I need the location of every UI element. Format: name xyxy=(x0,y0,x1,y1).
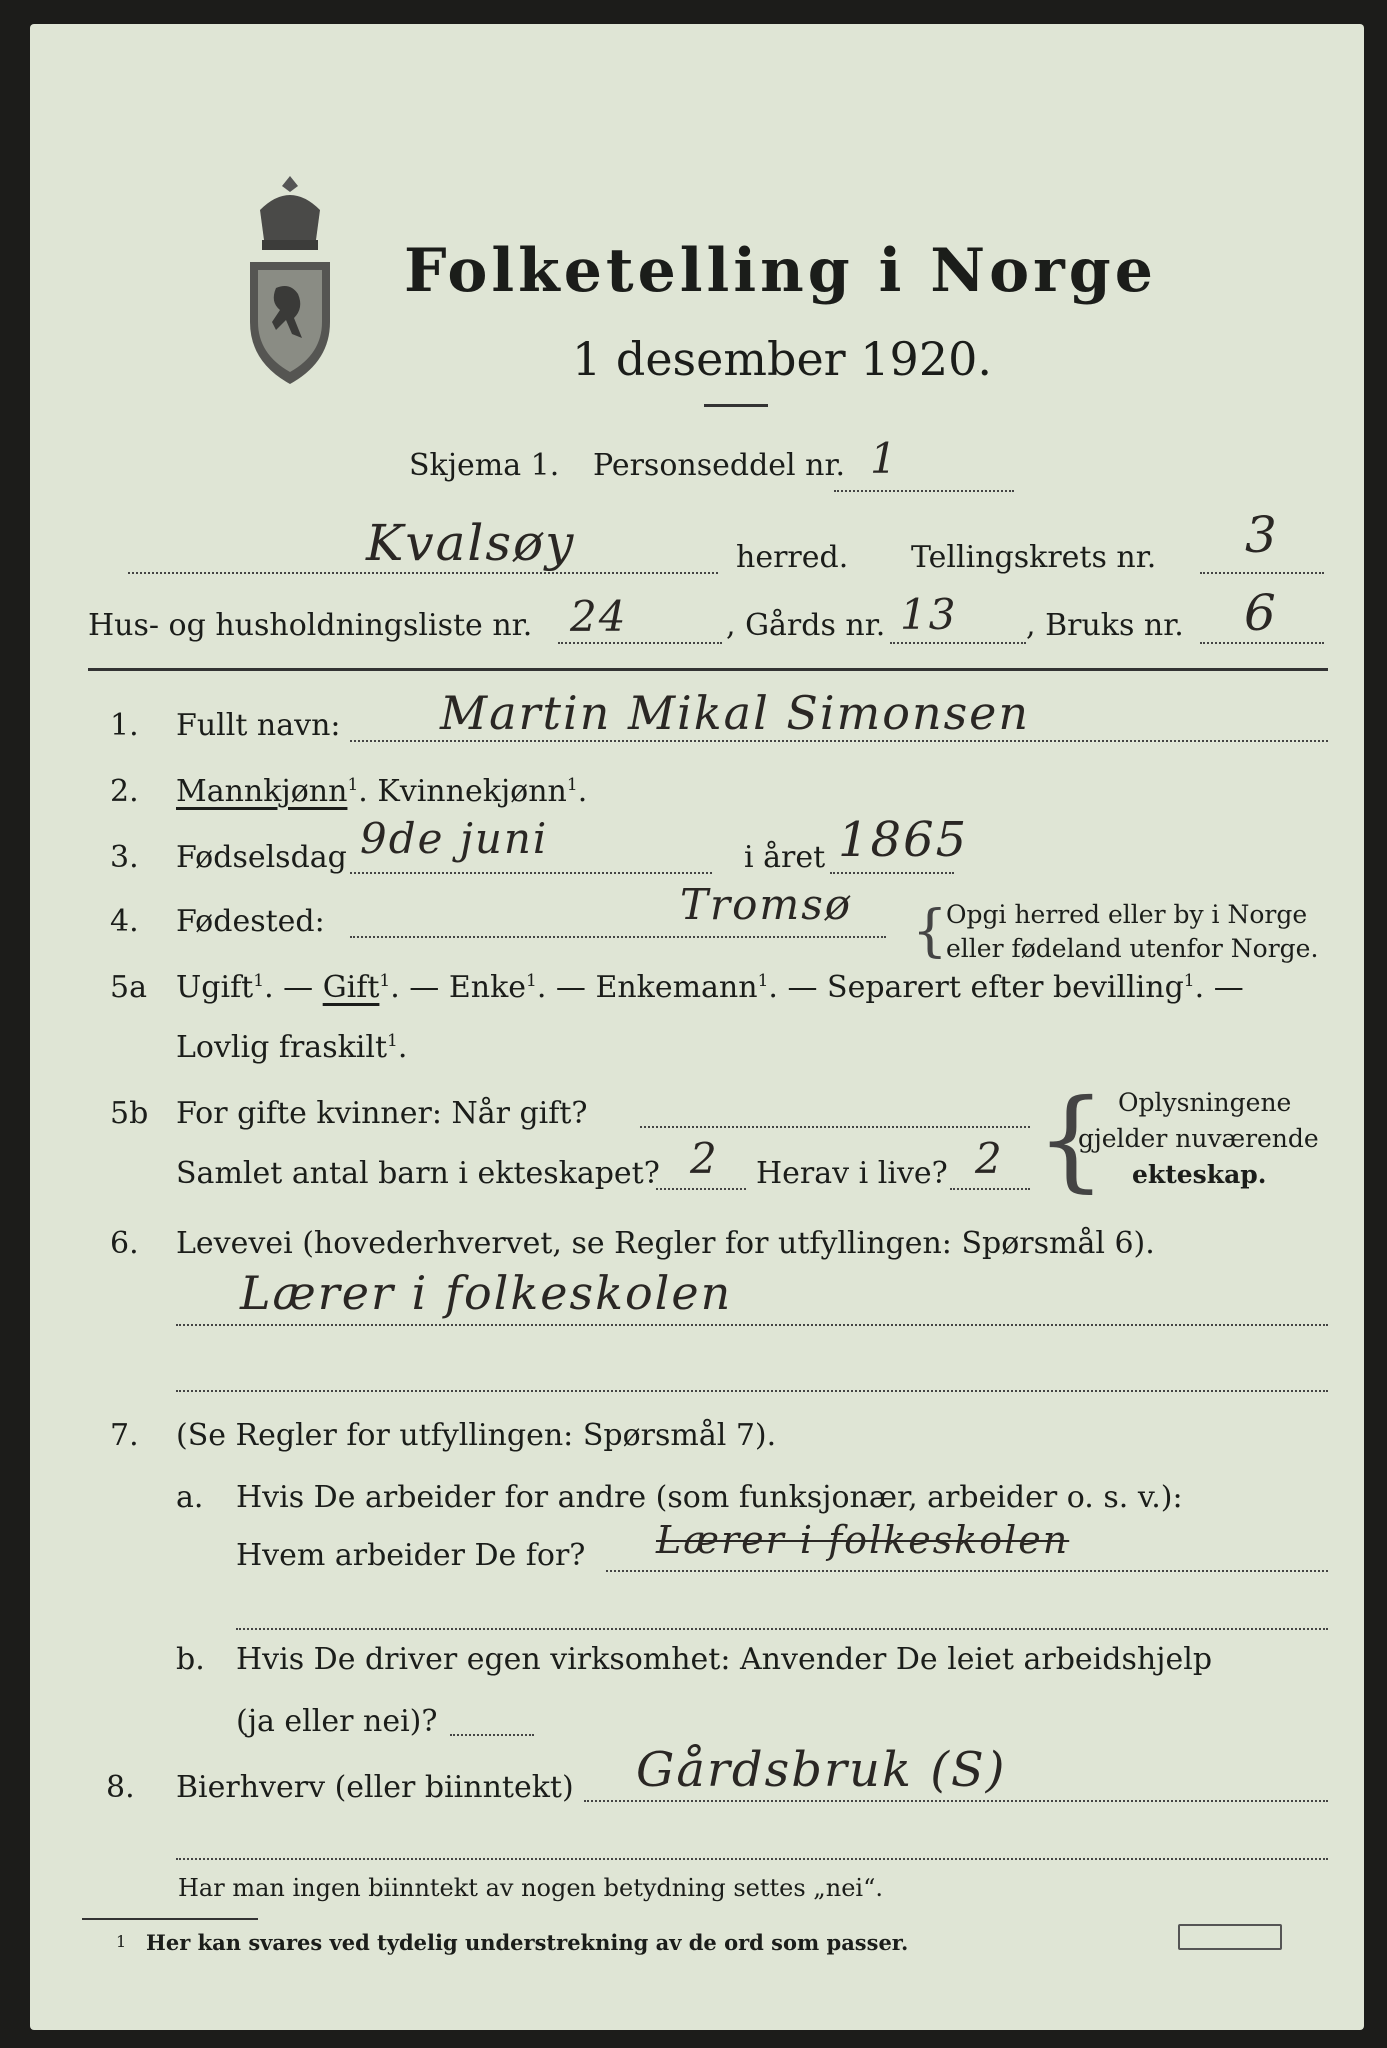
q7-number: 7. xyxy=(110,1418,139,1453)
q5b-live-label: Herav i live? xyxy=(756,1156,948,1191)
q8-line-2 xyxy=(176,1858,1328,1860)
q4-brace: { xyxy=(912,899,948,964)
q5a-options: Ugift$^1$. — Gift$^1$. — Enke$^1$. — Enkemann$^1$. — Separert efter bevilling$^1$. — xyxy=(176,970,1244,1005)
q2-option-kvinne[interactable]: Kvinnekjønn xyxy=(377,774,567,809)
q4-number: 4. xyxy=(110,904,139,939)
personseddel-value[interactable]: 1 xyxy=(870,434,899,483)
q5b-brace: { xyxy=(1036,1075,1106,1203)
q6-value[interactable]: Lærer i folkeskolen xyxy=(240,1266,733,1320)
q4-value[interactable]: Tromsø xyxy=(680,880,853,929)
q8-line-1 xyxy=(584,1800,1328,1802)
header-divider xyxy=(88,668,1328,671)
q4-note-1: Opgi herred eller by i Norge xyxy=(946,900,1308,929)
q8-label: Bierhverv (eller biinntekt) xyxy=(176,1770,574,1805)
q3-number: 3. xyxy=(110,840,139,875)
q7-label: (Se Regler for utfyllingen: Spørsmål 7). xyxy=(176,1418,777,1453)
q6-number: 6. xyxy=(110,1226,139,1261)
q5a-separert[interactable]: Separert efter bevilling xyxy=(827,970,1184,1005)
q5a-gift[interactable]: Gift xyxy=(322,970,380,1005)
q1-number: 1. xyxy=(110,708,139,743)
printer-stamp xyxy=(1178,1924,1282,1950)
q7a-line-2 xyxy=(236,1628,1328,1630)
q1-value[interactable]: Martin Mikal Simonsen xyxy=(440,686,1031,740)
q5b-note-3: ekteskap. xyxy=(1132,1160,1267,1189)
q5b-note-2: gjelder nuværende xyxy=(1078,1124,1319,1153)
q7b-label: (ja eller nei)? xyxy=(236,1704,438,1739)
tellingskrets-line xyxy=(1200,572,1324,574)
footnote-mark: 1 xyxy=(116,1932,127,1951)
q3-day-line xyxy=(350,872,712,874)
footnote-text: Her kan svares ved tydelig understrekning av de ord som passer. xyxy=(146,1930,909,1955)
q5b-label: For gifte kvinner: Når gift? xyxy=(176,1096,588,1131)
personseddel-line xyxy=(834,490,1014,492)
herred-line xyxy=(128,572,718,574)
q1-line xyxy=(350,740,1328,742)
q7b-letter: b. xyxy=(176,1642,205,1677)
hus-label: Hus- og husholdningsliste nr. xyxy=(88,608,533,643)
bruks-line xyxy=(1200,642,1324,644)
q7a-line-1 xyxy=(606,1570,1328,1572)
q6-label: Levevei (hovederhvervet, se Regler for utfyllingen: Spørsmål 6). xyxy=(176,1226,1155,1261)
q8-number: 8. xyxy=(106,1770,135,1805)
q2-option-mann[interactable]: Mannkjønn xyxy=(176,774,348,809)
schema-label: Skjema 1. xyxy=(409,448,560,483)
q7a-value[interactable]: Lærer i folkeskolen xyxy=(656,1518,1070,1562)
form-title: Folketelling i Norge xyxy=(404,236,1157,306)
q3-year-value[interactable]: 1865 xyxy=(838,812,969,868)
q4-note-2: eller fødeland utenfor Norge. xyxy=(946,934,1319,963)
footnote-divider xyxy=(82,1918,258,1920)
census-date: 1 desember 1920. xyxy=(572,332,992,386)
q2-options: Mannkjønn$^1$. Kvinnekjønn$^1$. xyxy=(176,774,588,809)
q1-label: Fullt navn: xyxy=(176,708,341,743)
q5b-barn-value[interactable]: 2 xyxy=(690,1134,719,1183)
q5b-number: 5b xyxy=(110,1096,149,1131)
q5a-enke[interactable]: Enke xyxy=(448,970,526,1005)
paper-sheet xyxy=(30,24,1364,2030)
bruks-label: , Bruks nr. xyxy=(1026,608,1184,643)
hus-value[interactable]: 24 xyxy=(570,592,628,641)
bruks-value[interactable]: 6 xyxy=(1244,584,1278,642)
title-divider xyxy=(704,404,768,407)
q5b-note-1: Oplysningene xyxy=(1118,1088,1292,1117)
coat-of-arms-icon xyxy=(242,170,338,390)
q3-year-label: i året xyxy=(744,840,826,875)
q7b-text: Hvis De driver egen virksomhet: Anvender De leiet arbeidshjelp xyxy=(236,1642,1213,1677)
q5b-barn-line xyxy=(656,1188,746,1190)
q4-line xyxy=(350,936,886,938)
q7b-line xyxy=(450,1734,534,1736)
personseddel-label: Personseddel nr. xyxy=(593,448,846,483)
q5b-live-value[interactable]: 2 xyxy=(975,1134,1004,1183)
q5b-gift-line xyxy=(640,1126,1030,1128)
tellingskrets-label: Tellingskrets nr. xyxy=(911,540,1157,575)
gards-value[interactable]: 13 xyxy=(900,590,958,639)
q3-label: Fødselsdag xyxy=(176,840,347,875)
q3-day-value[interactable]: 9de juni xyxy=(360,814,549,863)
q5a-ugift[interactable]: Ugift xyxy=(176,970,254,1005)
q3-year-line xyxy=(830,872,954,874)
q7a-letter: a. xyxy=(176,1480,204,1515)
q6-line-1 xyxy=(176,1324,1328,1326)
tellingskrets-value[interactable]: 3 xyxy=(1245,506,1279,564)
q5a-fraskilt-line: Lovlig fraskilt$^1$. xyxy=(176,1030,408,1065)
q5a-number: 5a xyxy=(110,970,147,1005)
q7a-label: Hvem arbeider De for? xyxy=(236,1538,586,1573)
herred-value[interactable]: Kvalsøy xyxy=(366,514,576,572)
q8-value[interactable]: Gårdsbruk (S) xyxy=(636,1742,1007,1798)
q5a-enkemann[interactable]: Enkemann xyxy=(595,970,758,1005)
hus-line xyxy=(558,642,722,644)
q5a-fraskilt[interactable]: Lovlig fraskilt xyxy=(176,1030,388,1065)
herred-label: herred. xyxy=(736,540,849,575)
q2-number: 2. xyxy=(110,774,139,809)
gards-label: , Gårds nr. xyxy=(726,608,886,643)
q4-label: Fødested: xyxy=(176,904,325,939)
q5b-barn-label: Samlet antal barn i ekteskapet? xyxy=(176,1156,660,1191)
biinntekt-note: Har man ingen biinntekt av nogen betydning settes „nei“. xyxy=(178,1874,883,1902)
gards-line xyxy=(890,642,1026,644)
q6-line-2 xyxy=(176,1390,1328,1392)
q5b-live-line xyxy=(950,1188,1030,1190)
q7a-text: Hvis De arbeider for andre (som funksjonær, arbeider o. s. v.): xyxy=(236,1480,1183,1515)
